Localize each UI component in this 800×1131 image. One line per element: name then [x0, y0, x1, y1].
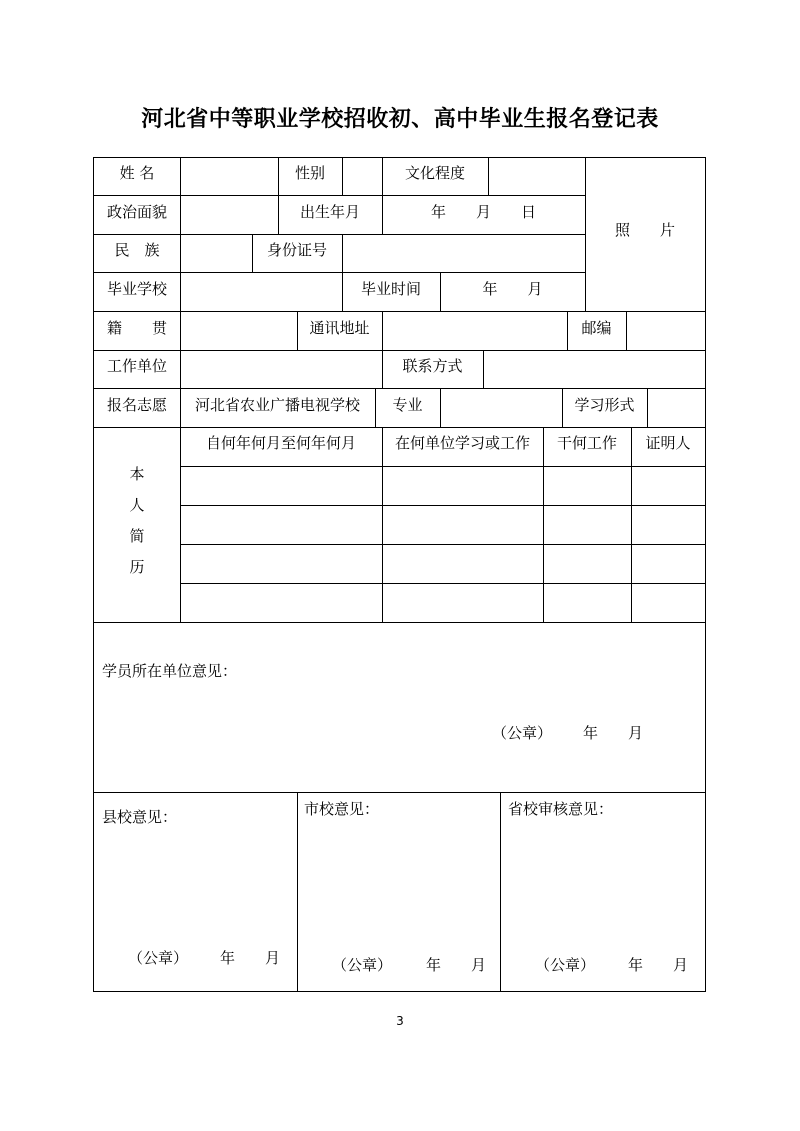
resume-label-char: 人 — [129, 496, 145, 514]
col-divider — [543, 427, 544, 622]
county-opinion-date: 年 月 — [220, 949, 281, 967]
contact-label: 联系方式 — [402, 357, 463, 375]
province-review-label: 省校审核意见： — [508, 800, 614, 818]
county-opinion-label: 县校意见： — [102, 808, 178, 826]
col-divider — [500, 792, 501, 991]
col-divider — [483, 350, 484, 388]
address-label: 通讯地址 — [309, 319, 370, 337]
graduation-time-label: 毕业时间 — [360, 280, 421, 298]
row-divider — [180, 466, 705, 467]
ethnicity-label: 民 族 — [114, 241, 160, 259]
birth-date-format: 年 月 日 — [430, 203, 536, 221]
application-value: 河北省农业广播电视学校 — [194, 396, 360, 414]
row-divider — [94, 350, 705, 351]
major-label: 专业 — [392, 396, 423, 414]
resume-header-period: 自何年何月至何年何月 — [205, 434, 356, 452]
row-divider — [180, 583, 705, 584]
row-divider — [180, 544, 705, 545]
col-divider — [342, 234, 343, 272]
form-title: 河北省中等职业学校招收初、高中毕业生报名登记表 — [141, 107, 659, 132]
row-divider — [94, 195, 585, 196]
resume-label-char: 简 — [129, 527, 145, 545]
row-divider — [94, 388, 705, 389]
resume-label-char: 历 — [129, 558, 145, 576]
province-review-seal: （公章） — [535, 956, 596, 974]
col-divider — [342, 158, 343, 195]
resume-label-char: 本 — [129, 465, 145, 483]
col-divider — [297, 792, 298, 991]
row-divider — [94, 311, 705, 312]
row-divider — [94, 622, 705, 623]
unit-opinion-date: 年 月 — [583, 724, 644, 742]
page-number: 3 — [396, 1014, 404, 1028]
col-divider — [488, 158, 489, 195]
native-place-label: 籍 贯 — [106, 319, 167, 337]
row-divider — [94, 234, 585, 235]
col-divider — [180, 350, 181, 388]
col-divider — [626, 311, 627, 350]
col-divider — [382, 427, 383, 622]
resume-header-witness: 证明人 — [645, 434, 691, 452]
col-divider — [180, 272, 181, 311]
unit-opinion-seal: （公章） — [492, 724, 553, 742]
province-review-date: 年 月 — [628, 956, 689, 974]
resume-header-job: 干何工作 — [556, 434, 617, 452]
city-opinion-seal: （公章） — [332, 956, 393, 974]
study-mode-label: 学习形式 — [574, 396, 635, 414]
col-divider — [382, 311, 383, 350]
id-number-label: 身份证号 — [266, 241, 327, 259]
row-divider — [94, 427, 705, 428]
gender-label: 性别 — [294, 164, 325, 182]
graduated-school-label: 毕业学校 — [106, 280, 167, 298]
postcode-label: 邮编 — [581, 319, 612, 337]
work-unit-label: 工作单位 — [106, 357, 167, 375]
city-opinion-label: 市校意见： — [304, 800, 380, 818]
application-label: 报名志愿 — [106, 396, 167, 414]
city-opinion-date: 年 月 — [426, 956, 487, 974]
col-divider — [180, 158, 181, 272]
row-divider — [94, 792, 705, 793]
col-divider — [180, 427, 181, 622]
political-status-label: 政治面貌 — [106, 203, 167, 221]
registration-form — [93, 157, 706, 992]
resume-header-unit: 在何单位学习或工作 — [394, 434, 530, 452]
row-divider — [180, 505, 705, 506]
col-divider — [631, 427, 632, 622]
unit-opinion-label: 学员所在单位意见： — [102, 662, 238, 680]
birth-date-label: 出生年月 — [299, 203, 360, 221]
county-opinion-seal: （公章） — [128, 949, 189, 967]
col-divider — [647, 388, 648, 427]
row-divider — [94, 272, 585, 273]
education-label: 文化程度 — [404, 164, 465, 182]
photo-placeholder: 照 片 — [614, 221, 675, 239]
col-divider — [440, 388, 441, 427]
name-label: 姓 名 — [119, 164, 155, 182]
graduation-date-format: 年 月 — [482, 280, 543, 298]
col-divider — [180, 311, 181, 350]
